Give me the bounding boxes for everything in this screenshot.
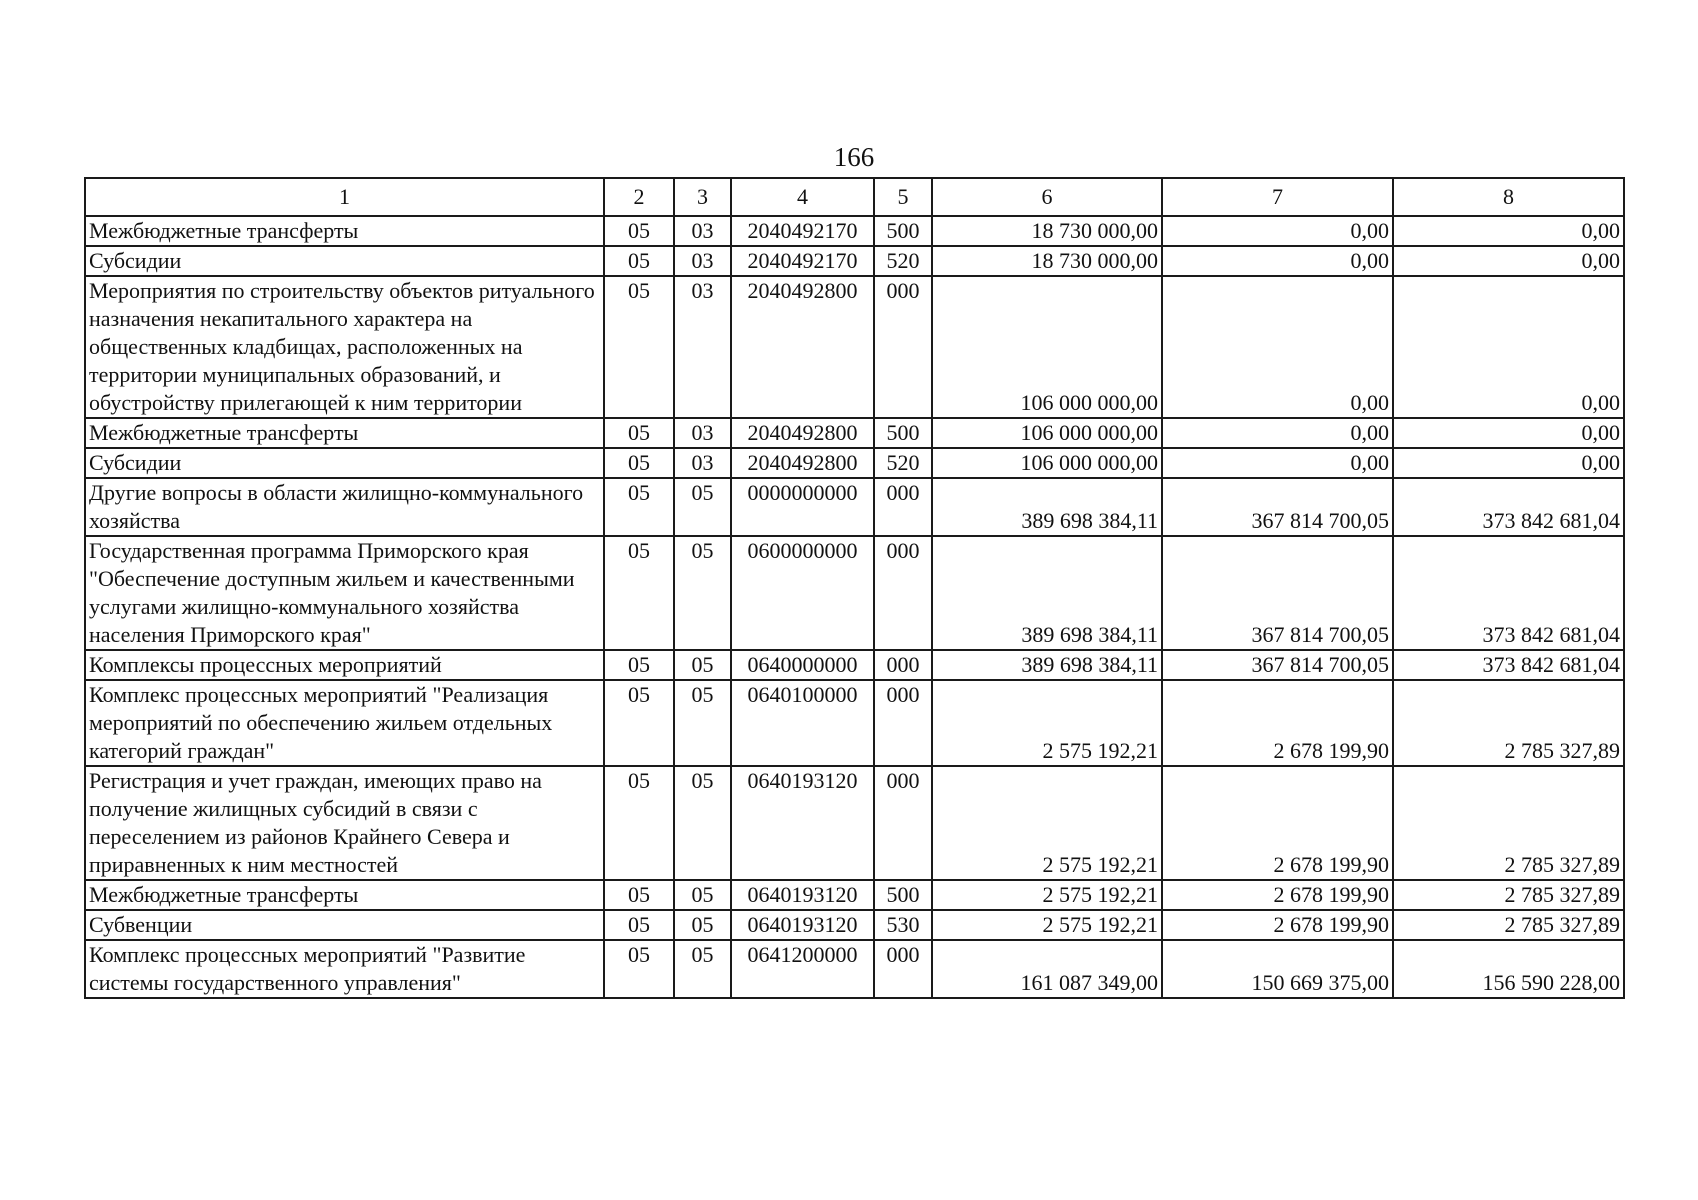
expense-type-cell: 500 (874, 880, 932, 910)
column-header: 1 (85, 178, 604, 216)
expense-type-cell: 000 (874, 766, 932, 880)
amount-col7-cell: 2 678 199,90 (1162, 766, 1393, 880)
amount-col7-cell: 367 814 700,05 (1162, 650, 1393, 680)
table-row (85, 650, 1624, 680)
row-name-cell: Межбюджетные трансферты (85, 216, 604, 246)
target-code-cell: 2040492800 (731, 418, 874, 448)
table-row (85, 940, 1624, 998)
amount-col8-cell: 2 785 327,89 (1393, 680, 1624, 766)
table-row (85, 536, 1624, 650)
amount-col8-cell: 2 785 327,89 (1393, 910, 1624, 940)
target-code-cell: 0640000000 (731, 650, 874, 680)
subsection-code-cell: 05 (674, 650, 731, 680)
row-name-cell: Мероприятия по строительству объектов ритуального назначения некапитального характера на общественных кладбищах, расположенных на территории муниципальных образований, и обустройству прилегающей к ним территории (85, 276, 604, 418)
column-header: 3 (674, 178, 731, 216)
amount-col6-cell: 18 730 000,00 (932, 246, 1162, 276)
amount-col6-cell: 106 000 000,00 (932, 418, 1162, 448)
table-row (85, 478, 1624, 536)
expense-type-cell: 000 (874, 276, 932, 418)
row-name-cell: Субсидии (85, 448, 604, 478)
subsection-code-cell: 03 (674, 448, 731, 478)
target-code-cell: 0640193120 (731, 880, 874, 910)
target-code-cell: 0641200000 (731, 940, 874, 998)
expense-type-cell: 520 (874, 448, 932, 478)
table-row (85, 276, 1624, 418)
expense-type-cell: 500 (874, 418, 932, 448)
subsection-code-cell: 05 (674, 910, 731, 940)
row-name-cell: Межбюджетные трансферты (85, 880, 604, 910)
amount-col6-cell: 18 730 000,00 (932, 216, 1162, 246)
expense-type-cell: 000 (874, 940, 932, 998)
column-header: 8 (1393, 178, 1624, 216)
amount-col8-cell: 373 842 681,04 (1393, 650, 1624, 680)
row-name-cell: Субвенции (85, 910, 604, 940)
table-row (85, 216, 1624, 246)
table-row (85, 246, 1624, 276)
table-row (85, 880, 1624, 910)
target-code-cell: 2040492800 (731, 448, 874, 478)
target-code-cell: 2040492800 (731, 276, 874, 418)
row-name-cell: Регистрация и учет граждан, имеющих право на получение жилищных субсидий в связи с переселением из районов Крайнего Севера и приравненных к ним местностей (85, 766, 604, 880)
amount-col6-cell: 106 000 000,00 (932, 276, 1162, 418)
target-code-cell: 2040492170 (731, 246, 874, 276)
amount-col8-cell: 373 842 681,04 (1393, 536, 1624, 650)
expense-type-cell: 000 (874, 650, 932, 680)
amount-col7-cell: 0,00 (1162, 418, 1393, 448)
amount-col8-cell: 2 785 327,89 (1393, 766, 1624, 880)
expense-type-cell: 000 (874, 536, 932, 650)
amount-col6-cell: 389 698 384,11 (932, 650, 1162, 680)
amount-col6-cell: 2 575 192,21 (932, 680, 1162, 766)
section-code-cell: 05 (604, 536, 674, 650)
amount-col8-cell: 2 785 327,89 (1393, 880, 1624, 910)
amount-col8-cell: 0,00 (1393, 418, 1624, 448)
page-number: 166 (833, 142, 875, 172)
row-name-cell: Субсидии (85, 246, 604, 276)
table-row (85, 680, 1624, 766)
expense-type-cell: 530 (874, 910, 932, 940)
section-code-cell: 05 (604, 216, 674, 246)
table-row (85, 910, 1624, 940)
amount-col7-cell: 150 669 375,00 (1162, 940, 1393, 998)
expense-type-cell: 520 (874, 246, 932, 276)
target-code-cell: 0640193120 (731, 766, 874, 880)
subsection-code-cell: 03 (674, 246, 731, 276)
column-header: 7 (1162, 178, 1393, 216)
amount-col7-cell: 0,00 (1162, 448, 1393, 478)
target-code-cell: 0000000000 (731, 478, 874, 536)
amount-col8-cell: 156 590 228,00 (1393, 940, 1624, 998)
amount-col8-cell: 0,00 (1393, 216, 1624, 246)
amount-col7-cell: 2 678 199,90 (1162, 880, 1393, 910)
section-code-cell: 05 (604, 478, 674, 536)
section-code-cell: 05 (604, 680, 674, 766)
table-header-row (85, 178, 1624, 216)
subsection-code-cell: 03 (674, 418, 731, 448)
row-name-cell: Комплекс процессных мероприятий "Развитие системы государственного управления" (85, 940, 604, 998)
amount-col6-cell: 106 000 000,00 (932, 448, 1162, 478)
expense-type-cell: 500 (874, 216, 932, 246)
amount-col6-cell: 2 575 192,21 (932, 766, 1162, 880)
section-code-cell: 05 (604, 448, 674, 478)
subsection-code-cell: 03 (674, 216, 731, 246)
amount-col6-cell: 389 698 384,11 (932, 536, 1162, 650)
amount-col6-cell: 2 575 192,21 (932, 880, 1162, 910)
subsection-code-cell: 05 (674, 940, 731, 998)
section-code-cell: 05 (604, 246, 674, 276)
table-row (85, 766, 1624, 880)
row-name-cell: Государственная программа Приморского края "Обеспечение доступным жильем и качественными услугами жилищно-коммунального хозяйства населения Приморского края" (85, 536, 604, 650)
section-code-cell: 05 (604, 940, 674, 998)
amount-col8-cell: 0,00 (1393, 246, 1624, 276)
amount-col8-cell: 0,00 (1393, 276, 1624, 418)
section-code-cell: 05 (604, 418, 674, 448)
subsection-code-cell: 05 (674, 766, 731, 880)
amount-col7-cell: 2 678 199,90 (1162, 680, 1393, 766)
amount-col7-cell: 367 814 700,05 (1162, 478, 1393, 536)
section-code-cell: 05 (604, 910, 674, 940)
budget-table (84, 177, 1625, 999)
amount-col7-cell: 0,00 (1162, 276, 1393, 418)
section-code-cell: 05 (604, 766, 674, 880)
table-row (85, 448, 1624, 478)
amount-col7-cell: 2 678 199,90 (1162, 910, 1393, 940)
row-name-cell: Комплекс процессных мероприятий "Реализация мероприятий по обеспечению жильем отдельных категорий граждан" (85, 680, 604, 766)
column-header: 4 (731, 178, 874, 216)
table-row (85, 418, 1624, 448)
section-code-cell: 05 (604, 650, 674, 680)
subsection-code-cell: 03 (674, 276, 731, 418)
target-code-cell: 0600000000 (731, 536, 874, 650)
amount-col6-cell: 161 087 349,00 (932, 940, 1162, 998)
expense-type-cell: 000 (874, 478, 932, 536)
column-header: 6 (932, 178, 1162, 216)
column-header: 2 (604, 178, 674, 216)
column-header: 5 (874, 178, 932, 216)
target-code-cell: 0640193120 (731, 910, 874, 940)
amount-col7-cell: 0,00 (1162, 216, 1393, 246)
subsection-code-cell: 05 (674, 880, 731, 910)
amount-col6-cell: 389 698 384,11 (932, 478, 1162, 536)
row-name-cell: Комплексы процессных мероприятий (85, 650, 604, 680)
amount-col7-cell: 0,00 (1162, 246, 1393, 276)
subsection-code-cell: 05 (674, 478, 731, 536)
subsection-code-cell: 05 (674, 536, 731, 650)
amount-col7-cell: 367 814 700,05 (1162, 536, 1393, 650)
section-code-cell: 05 (604, 880, 674, 910)
target-code-cell: 2040492170 (731, 216, 874, 246)
section-code-cell: 05 (604, 276, 674, 418)
amount-col6-cell: 2 575 192,21 (932, 910, 1162, 940)
subsection-code-cell: 05 (674, 680, 731, 766)
amount-col8-cell: 373 842 681,04 (1393, 478, 1624, 536)
row-name-cell: Межбюджетные трансферты (85, 418, 604, 448)
amount-col8-cell: 0,00 (1393, 448, 1624, 478)
expense-type-cell: 000 (874, 680, 932, 766)
row-name-cell: Другие вопросы в области жилищно-коммунального хозяйства (85, 478, 604, 536)
target-code-cell: 0640100000 (731, 680, 874, 766)
